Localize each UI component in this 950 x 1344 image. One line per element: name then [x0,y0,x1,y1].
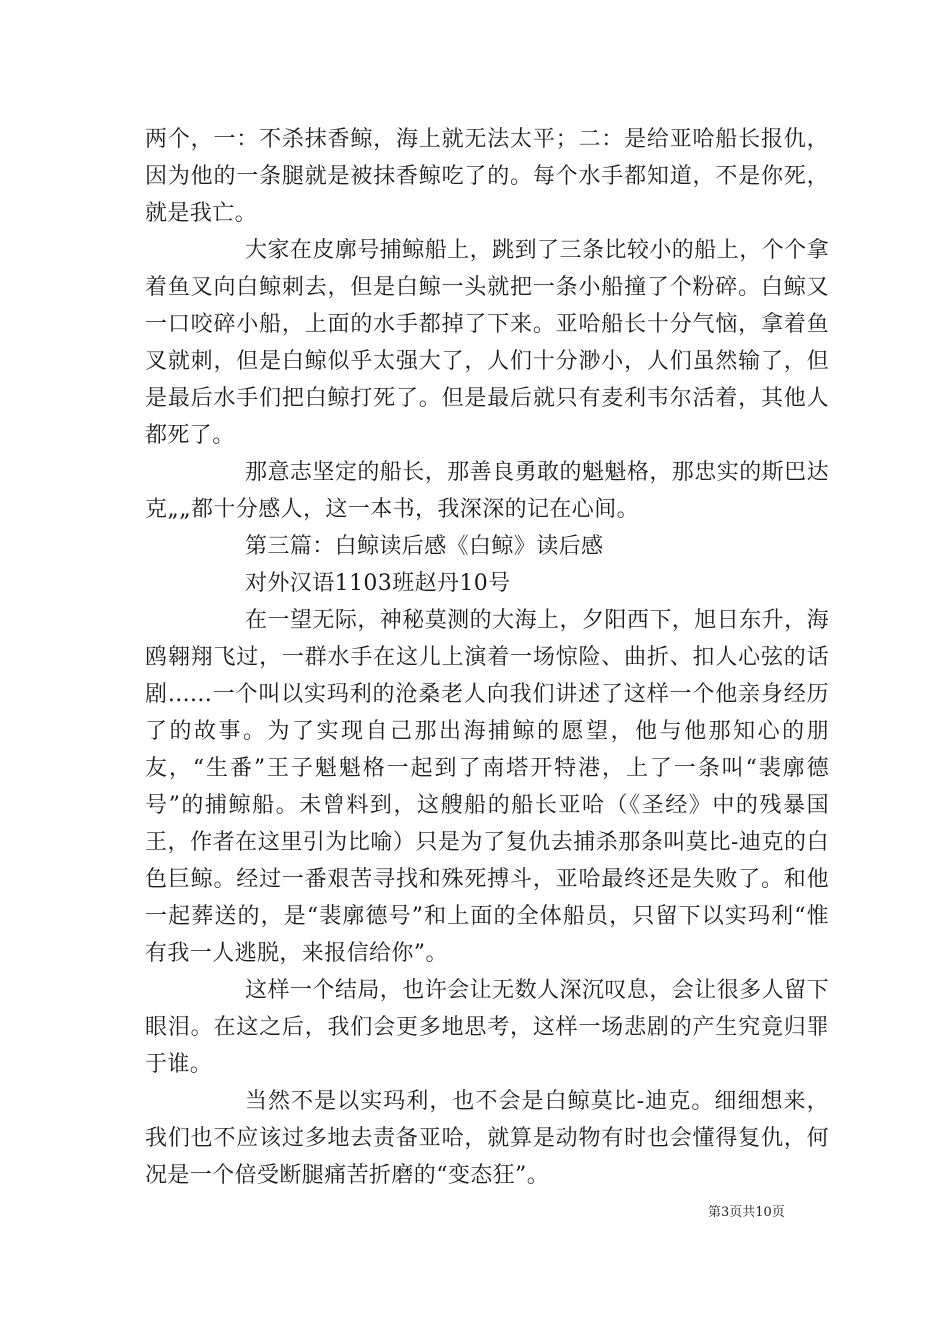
author-line: 对外汉语1103班赵丹10号 [245,571,511,596]
document-body [145,121,829,1194]
paragraph-6: 在一望无际，神秘莫测的大海上，夕阳西下，旭日东升，海鸥翱翔飞过，一群水手在这儿上演着一场惊险、曲折、扣人心弦的话剧......一个叫以实玛利的沧桑老人向我们讲述了这样一个他亲身经历了的故事。为了实现自己那出海捕鲸的愿望，他与他那知心的朋友，“生番”王子魁魁格一起到了南塔开特港，上了一条叫“裴廓德号”的捕鲸船。未曾料到，这艘船的船长亚哈（《圣经》中的残暴国王，作者在这里引为比喻）只是为了复仇去捕杀那条叫莫比-迪克的白色巨鲸。经过一番艰苦寻找和殊死搏斗，亚哈最终还是失败了。和他一起葬送的，是“裴廓德号”和上面的全体船员，只留下以实玛利“惟有我一人逃脱，来报信给你”。 [145,608,829,966]
paragraph-8: 当然不是以实玛利，也不会是白鲸莫比-迪克。细细想来，我们也不应该过多地去责备亚哈，就算是动物有时也会懂得复仇，何况是一个倍受断腿痛苦折磨的“变态狂”。 [145,1089,829,1188]
paragraph-1: 两个，一：不杀抹香鲸，海上就无法太平；二：是给亚哈船长报仇，因为他的一条腿就是被抹香鲸吃了的。每个水手都知道，不是你死，就是我亡。 [145,127,829,226]
paragraph-7: 这样一个结局，也许会让无数人深沉叹息，会让很多人留下眼泪。在这之后，我们会更多地思考，这样一场悲剧的产生究竟归罪于谁。 [145,978,829,1077]
section-heading: 第三篇：白鲸读后感《白鲸》读后感 [245,534,604,559]
paragraph-2: 大家在皮廓号捕鲸船上，跳到了三条比较小的船上，个个拿着鱼叉向白鲸刺去，但是白鲸一头就把一条小船撞了个粉碎。白鲸又一口咬碎小船，上面的水手都掉了下来。亚哈船长十分气恼，拿着鱼叉就刺，但是白鲸似乎太强大了，人们十分渺小，人们虽然输了，但是最后水手们把白鲸打死了。但是最后就只有麦利韦尔活着，其他人都死了。 [145,238,829,448]
paragraph-3: 那意志坚定的船长，那善良勇敢的魁魁格，那忠实的斯巴达克„„都十分感人，这一本书，我深深的记在心间。 [145,460,829,522]
page-number-footer: 第3页共10页 [708,1205,785,1220]
